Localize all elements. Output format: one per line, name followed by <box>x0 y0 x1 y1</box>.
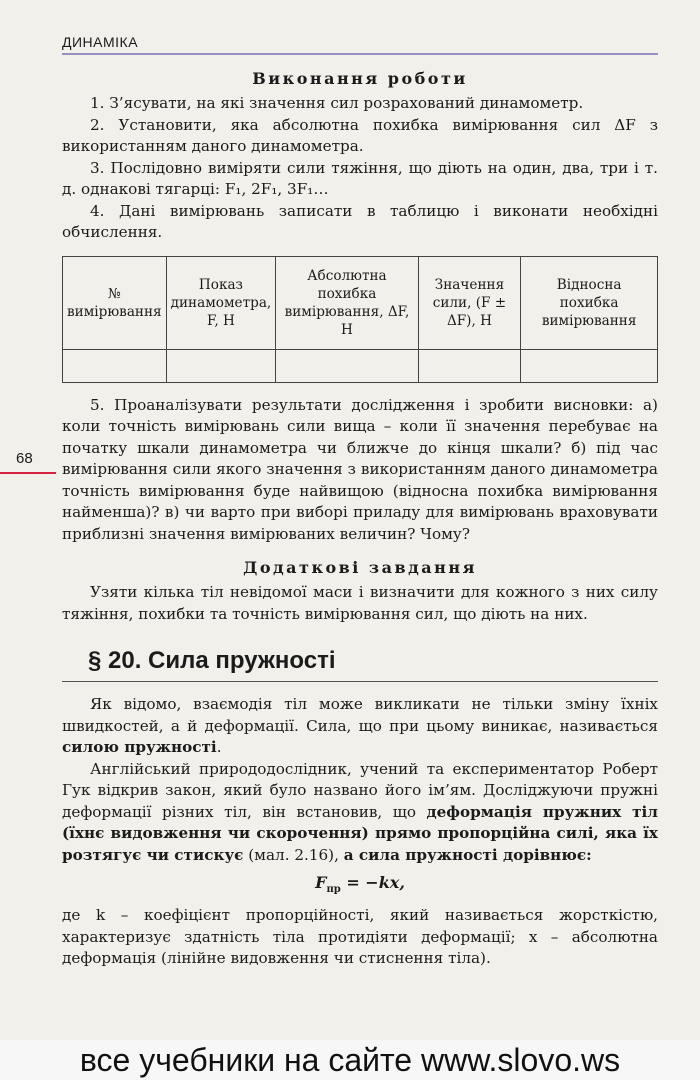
section-paragraph-1 <box>62 694 658 759</box>
section-title: § 20. Сила пружності <box>62 647 658 682</box>
p1-end: . <box>216 738 222 756</box>
work-step-2: 2. Установити, яка абсолютна похибка вимірювання сил ΔF з використанням даного динамометра. <box>62 115 658 155</box>
header-section-name: ДИНАМІКА <box>62 34 139 50</box>
measurement-table <box>62 256 658 383</box>
page-number-marker <box>0 472 56 474</box>
footer-banner: все учебники на сайте www.slovo.ws <box>0 1040 700 1080</box>
extra-heading: Додаткові завдання <box>243 558 477 577</box>
work-heading: Виконання роботи <box>252 69 468 88</box>
work-step-4: 4. Дані вимірювань записати в таблицю і виконати необхідні обчислення. <box>62 201 658 241</box>
col-header-number: № вимірювання <box>63 256 167 349</box>
table-cell <box>521 349 658 382</box>
extra-text: Узяти кілька тіл невідомої маси і визначити для кожного з них силу тяжіння, похибки та точність вимірювання сил, що діють на них. <box>62 583 658 623</box>
running-header <box>62 33 658 55</box>
hooke-law-statement: деформація пружних тіл (їхнє видовження чи скорочення) прямо пропорційна силі, яка їх розтягує чи стискує <box>62 802 658 864</box>
p2-conclusion: а сила пружності дорівнює: <box>343 845 592 864</box>
formula-subscript: пр <box>326 884 341 896</box>
figure-reference: (мал. 2.16), <box>243 845 344 864</box>
table-cell <box>166 349 276 382</box>
table-cell <box>418 349 521 382</box>
section-paragraph-2 <box>62 759 658 867</box>
work-step-3: 3. Послідовно виміряти сили тяжіння, що діють на один, два, три і т. д. однакові тягарці: F₁, 2F₁, 3F₁… <box>62 158 658 198</box>
hooke-formula <box>62 872 658 901</box>
formula-lhs: F <box>315 873 327 892</box>
col-header-abs-error: Абсолютна похибка вимірювання, ΔF, Н <box>276 256 418 349</box>
table-cell <box>276 349 418 382</box>
work-step-5: 5. Проаналізувати результати дослідження і зробити висновки: а) коли точність вимірювань сили вища – коли її значення перебуває на початку шкали динамометра чи ближче до кінця шкали? б) під час вимірювання сили якого значення з використанням даного динамометра точність вимірювання буде найвищою (відносна похибка вимірювання найменша)? в) чи варто при виборі приладу для вимірювань враховувати приблизні значення вимірюваних величин? Чому? <box>62 395 658 543</box>
table-row <box>63 349 658 382</box>
section-paragraph-3: де k – коефіцієнт пропорційності, який називається жорсткістю, характеризує здатність тіла протидіяти деформації; x – абсолютна деформація (лінійне видовження чи стиснення тіла). <box>62 906 658 968</box>
table-cell <box>63 349 167 382</box>
col-header-reading: Показ динамометра, F, Н <box>166 256 276 349</box>
col-header-rel-error: Відносна похибка вимірювання <box>521 256 658 349</box>
p2-text: Англійський природодослідник, учений та експериментатор Роберт Гук відкрив закон, який було названо його ім’ям. Досліджуючи пружні деформації різних тіл, він встановив, що <box>62 759 658 821</box>
col-header-force-value: Значення сили, (F ± ΔF), Н <box>418 256 521 349</box>
page-number: 68 <box>16 450 33 467</box>
table-header-row <box>63 256 658 349</box>
page-content <box>62 62 658 970</box>
work-step-1: 1. З’ясувати, на які значення сил розрахований динамометр. <box>90 94 584 112</box>
formula-rhs: = −kx, <box>340 873 405 892</box>
term-elastic-force: силою пружності <box>62 738 217 756</box>
p1-text: Як відомо, взаємодія тіл може викликати не тільки зміну їхніх швидкостей, а й деформації. Сила, що при цьому виникає, називається <box>62 695 658 735</box>
